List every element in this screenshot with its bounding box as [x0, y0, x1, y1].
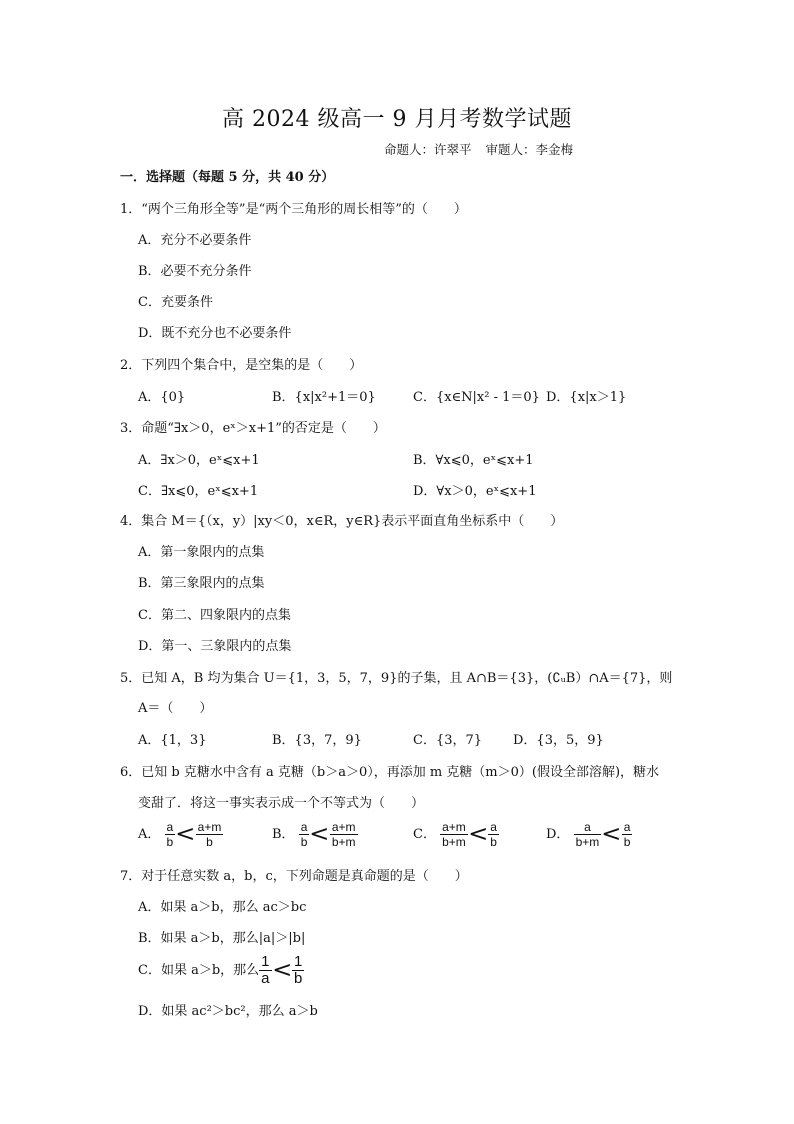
fraction-numerator: a	[574, 820, 602, 835]
less-than-sign: <	[601, 822, 622, 847]
fraction-am-over-b	[196, 820, 224, 849]
fraction-numerator: a+m	[442, 820, 466, 834]
question-7-option-d: D．如果 ac²＞bc²，那么 a＞b	[138, 1004, 318, 1019]
fraction-denominator: b	[623, 835, 631, 849]
question-5-option-a: A．{1，3}	[138, 733, 207, 748]
question-2-option-a: A．{0}	[138, 390, 186, 405]
fraction-numerator: a	[623, 820, 631, 834]
question-6-option-b	[272, 820, 358, 849]
question-6-option-d	[546, 820, 632, 849]
less-than-sign: <	[271, 958, 292, 983]
fraction-numerator: 1	[261, 953, 270, 970]
fraction-numerator: a	[300, 820, 308, 834]
question-6-stem-line-2: 变甜了．将这一事实表示成一个不等式为（ ）	[138, 796, 425, 811]
question-5-stem-line-2: A＝（ ）	[138, 701, 213, 716]
question-6-option-c	[413, 820, 499, 849]
less-than-sign: <	[467, 822, 489, 847]
option-c-prefix: C．如果 a＞b，那么	[138, 963, 260, 978]
question-7-option-b: B．如果 a＞b，那么|a|＞|b|	[138, 931, 306, 946]
question-3-option-d: D．∀x＞0，eˣ⩽x+1	[413, 484, 537, 499]
question-7-option-a: A．如果 a＞b，那么 ac＞bc	[138, 900, 307, 915]
question-1-option-d: D．既不充分也不必要条件	[138, 326, 292, 341]
question-2-option-d: D．{x|x＞1}	[546, 390, 627, 405]
question-7-stem: 7．对于任意实数 a，b，c，下列命题是真命题的是（ ）	[120, 869, 468, 884]
question-5-option-d: D．{3，5，9}	[513, 733, 604, 748]
fraction-numerator: a	[166, 820, 174, 834]
setter-name: 命题人：许翠平	[384, 142, 472, 157]
fraction-one-over-b	[292, 954, 304, 987]
question-7-option-c	[138, 954, 304, 987]
question-4-option-b: B．第三象限内的点集	[138, 576, 265, 591]
fraction-a-over-b	[622, 820, 633, 849]
fraction-numerator: a+m	[331, 820, 356, 834]
question-5-option-b: B．{3，7，9}	[272, 733, 362, 748]
question-5-stem-line-1: 5．已知 A，B 均为集合 U＝{1，3，5，7，9}的子集，且 A∩B＝{3}，(∁ᵤB）∩A＝{7}，则	[120, 671, 673, 686]
fraction-denominator: b	[300, 835, 308, 849]
question-5-option-c: C．{3，7}	[413, 733, 483, 748]
option-c-label: C．	[413, 827, 436, 842]
fraction-one-over-a	[259, 954, 271, 987]
fraction-denominator: b	[166, 835, 174, 849]
fraction-denominator: b+m	[331, 835, 356, 849]
fraction-numerator: 1	[293, 953, 303, 970]
question-3-option-b: B．∀x⩽0，eˣ⩽x+1	[413, 453, 534, 468]
question-3-option-a: A．∃x＞0，eˣ⩽x+1	[138, 453, 260, 468]
question-4-option-d: D．第一、三象限内的点集	[138, 639, 292, 654]
question-1-stem: 1．“两个三角形全等”是“两个三角形的周长相等”的（ ）	[120, 202, 467, 217]
fraction-am-over-bm	[330, 820, 358, 849]
option-a-label: A．	[138, 827, 161, 842]
option-d-label: D．	[546, 827, 570, 842]
fraction-am-over-bm	[440, 820, 468, 849]
page-title: 高 2024 级高一 9 月月考数学试题	[222, 107, 572, 132]
section-heading: 一．选择题（每题 5 分，共 40 分）	[120, 170, 335, 185]
question-6-option-a	[138, 820, 223, 849]
question-2-option-b: B．{x|x²+1＝0}	[272, 390, 376, 405]
fraction-a-over-b	[165, 820, 176, 849]
question-2-option-c: C．{x∈N|x² - 1＝0}	[413, 390, 540, 405]
fraction-numerator: a	[490, 820, 497, 834]
question-3-stem: 3．命题“∃x＞0，eˣ＞x+1”的否定是（ ）	[120, 421, 386, 436]
question-3-option-c: C．∃x⩽0，eˣ⩽x+1	[138, 484, 259, 499]
less-than-sign: <	[175, 822, 196, 847]
fraction-denominator: b+m	[442, 835, 466, 849]
question-2-stem: 2．下列四个集合中，是空集的是（ ）	[120, 358, 363, 373]
option-b-label: B．	[272, 827, 295, 842]
question-4-option-a: A．第一象限内的点集	[138, 545, 265, 560]
fraction-numerator: a+m	[197, 820, 222, 834]
fraction-a-over-bm	[574, 820, 602, 849]
question-1-option-b: B．必要不充分条件	[138, 264, 252, 279]
question-1-option-a: A．充分不必要条件	[138, 233, 252, 248]
fraction-denominator: b	[490, 835, 497, 849]
reviewer-name: 审题人：李金梅	[485, 142, 574, 157]
fraction-denominator: b+m	[575, 835, 600, 849]
fraction-a-over-b	[299, 820, 310, 849]
question-4-stem: 4．集合 M＝{（x，y）|xy＜0，x∈R，y∈R}表示平面直角坐标系中（ ）	[120, 514, 564, 529]
fraction-denominator: b	[206, 835, 213, 849]
fraction-denominator: b	[293, 970, 303, 987]
less-than-sign: <	[309, 822, 330, 847]
question-1-option-c: C．充要条件	[138, 295, 213, 310]
fraction-denominator: a	[261, 970, 270, 987]
author-line	[384, 140, 587, 158]
question-6-stem-line-1: 6．已知 b 克糖水中含有 a 克糖（b＞a＞0），再添加 m 克糖（m＞0）(假设全部溶解)，糖水	[120, 765, 660, 780]
fraction-a-over-b	[488, 820, 499, 849]
question-4-option-c: C．第二、四象限内的点集	[138, 608, 291, 623]
